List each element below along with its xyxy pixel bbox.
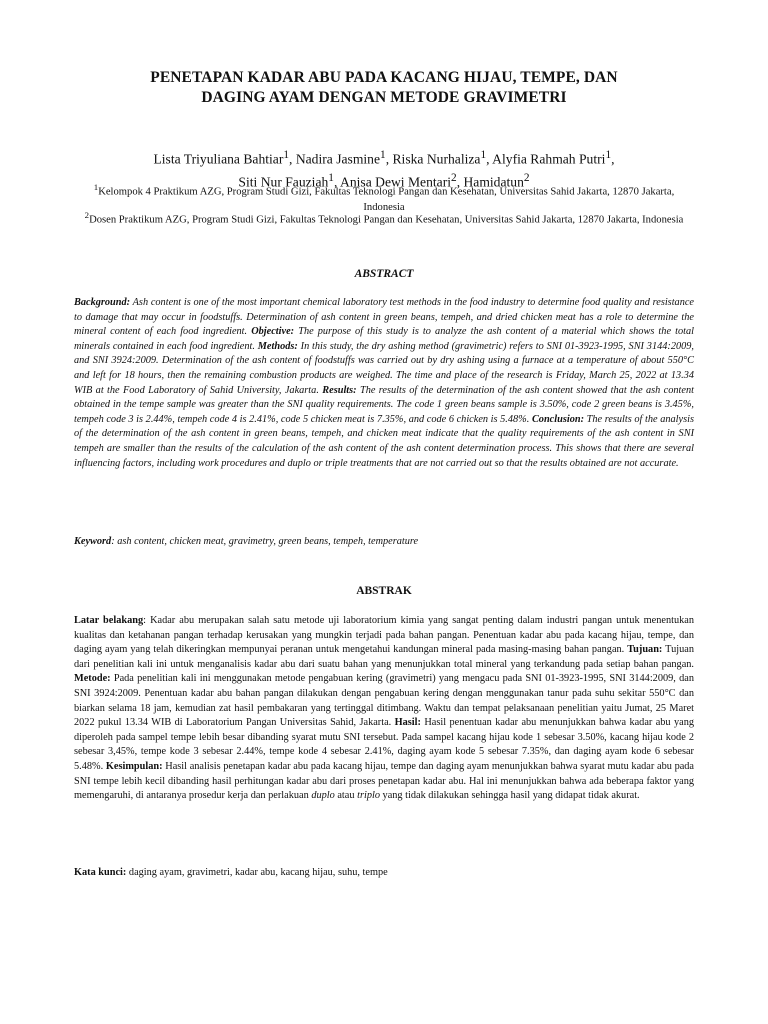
duplo-term: duplo — [311, 790, 335, 802]
atau-text: atau — [334, 790, 358, 802]
keyword-label: Keyword — [74, 536, 112, 547]
tujuan-text: Tujuan dari penelitian kali ini untuk menganalisis kadar abu dari suatu bahan yang menunjukkan total mineral yang terkandung pada setiap bahan pangan. — [74, 644, 694, 670]
keywords — [74, 535, 694, 550]
results-text: The results of the determination of the ash content showed that the ash content obtained in the tempe sample was greater than the SNI quality requirements. The code 1 green beans sample is 3.50%, code 2 green beans is 3.45%, tempeh code 3 is 2.44%, tempeh code 4 is 2.41%, code 5 chicken meat is 7.35%, and code 6 chicken is 5.48%. — [74, 384, 694, 425]
kesimpulan-label: Kesimpulan: — [105, 760, 163, 772]
objective-text: The purpose of this study is to analyze the ash content of a material which shows the total minerals contained in each food ingredient. — [74, 326, 694, 352]
affiliation-sup: 1 — [93, 182, 99, 192]
author-sup: 1 — [480, 149, 487, 161]
author-name: Hamidatun — [463, 174, 524, 190]
abstract-heading: ABSTRACT — [354, 268, 414, 280]
author-name: Lista Triyuliana Bahtiar — [153, 151, 284, 167]
paper-title — [90, 68, 678, 108]
methods-text: In this study, the dry ashing method (gravimetric) refers to SNI 01-3923-1995, SNI 3144:2009, and SNI 3924:2009. Determination of the ash content of foodstuffs was carried out by dry ashing using a furnace at a temperature of about 550°C and left for 18 hours, then the remaining combustion products are weighed. The time and place of the research is Friday, March 25, 2022 at 13.34 WIB at the Food Laboratory of Sahid University, Jakarta. — [74, 340, 694, 396]
kata-kunci-text: daging ayam, gravimetri, kadar abu, kacang hijau, suhu, tempe — [126, 867, 388, 878]
author-separator: , — [333, 174, 341, 190]
latar-belakang-text: : Kadar abu merupakan salah satu metode uji laboratorium kimia yang sangat penting dalam industri pangan untuk menentukan kualitas dan ketahanan pangan terhadap kerusakan yang mungkin terjadi pada bahan pangan. Penentuan kadar abu pada kacang hijau, tempe, dan daging ayam yang telah dikeringkan mempunyai peranan untuk mengetahui kandungan mineral pada masing-masing bahan pangan. — [74, 615, 694, 656]
kata-kunci — [74, 866, 694, 881]
background-text: Ash content is one of the most important chemical laboratory test methods in the food industry to determine food quality and resistance to damage that may occur in foodstuffs. Determination of ash content in green beans, tempeh, and dried chicken meat has a role to determine the mineral content of each food ingredient. — [74, 297, 694, 338]
author-name: Riska Nurhaliza — [392, 151, 481, 167]
abstrak-heading: ABSTRAK — [356, 585, 412, 597]
methods-label: Methods: — [257, 340, 298, 352]
kesimpulan-end: yang tidak dilakukan sehingga hasil yang didapat tidak akurat. — [379, 790, 640, 802]
affiliation-2 — [78, 208, 690, 228]
author-line-1 — [90, 146, 678, 169]
author-sup: 2 — [451, 171, 457, 184]
latar-belakang-label: Latar belakang — [74, 615, 144, 626]
tujuan-label: Tujuan: — [627, 644, 663, 656]
kata-kunci-label: Kata kunci: — [74, 867, 127, 878]
objective-label: Objective: — [251, 326, 295, 338]
author-sup: 1 — [380, 149, 386, 161]
metode-label: Metode: — [74, 673, 111, 685]
author-separator: , — [289, 151, 296, 167]
author-name: Siti Nur Fauziah — [238, 174, 329, 190]
affiliation-text: Dosen Praktikum AZG, Program Studi Gizi, Fakultas Teknologi Pangan dan Kesehatan, Universitas Sahid Jakarta, 12870 Jakarta, Indonesia — [89, 214, 684, 226]
author-name: Alyfia Rahmah Putri — [492, 151, 606, 167]
author-sup: 1 — [605, 149, 612, 161]
title-line-2: DAGING AYAM DENGAN METODE GRAVIMETRI — [201, 89, 567, 106]
affiliation-sup: 2 — [84, 210, 90, 220]
author-separator: , — [456, 174, 464, 190]
author-separator: , — [611, 151, 615, 167]
affiliation-text: Kelompok 4 Praktikum AZG, Program Studi Gizi, Fakultas Teknologi Pangan dan Kesehatan, Universitas Sahid Jakarta, 12870 Jakarta, Indonesia — [98, 186, 675, 213]
author-separator: , — [486, 151, 493, 167]
author-separator: , — [385, 151, 393, 167]
author-sup: 1 — [328, 171, 334, 184]
conclusion-text: The results of the analysis of the determination of the ash content in green beans, tempeh, and chicken meat indicate that the quality requirements of the ash content in SNI tempeh are smaller than the results of the calculation of the ash content of the ash content determination process. This shows that there are several influencing factors, including work procedures and duplo or triple treatments that are not carried out so that the results obtained are not accurate. — [74, 413, 694, 469]
abstract-body — [74, 296, 694, 471]
author-name: Anisa Dewi Mentari — [340, 174, 452, 190]
background-label: Background: — [74, 297, 131, 308]
results-label: Results: — [322, 384, 357, 396]
hasil-text: Hasil penentuan kadar abu menunjukkan bahwa kadar abu yang diperoleh pada sampel tempe lebih besar dibanding syarat mutu SNI tersebut. Pada sampel kacang hijau kode 1 sebesar 3.50%, kacang hijau kode 2 sebesar 3,45%, tempe kode 3 sebesar 2.44%, tempe kode 4 sebesar 2.41%, daging ayam kode 5 sebesar 7.35%, dan daging ayam kode 6 sebesar 5.48%. — [74, 717, 694, 772]
conclusion-label: Conclusion: — [531, 413, 585, 425]
hasil-label: Hasil: — [394, 717, 421, 729]
title-line-1: PENETAPAN KADAR ABU PADA KACANG HIJAU, TEMPE, DAN — [150, 69, 618, 86]
keyword-text: : ash content, chicken meat, gravimetry, green beans, tempeh, temperature — [111, 536, 419, 547]
triplo-term: triplo — [357, 790, 380, 802]
author-sup: 2 — [523, 171, 530, 184]
abstrak-body — [74, 614, 694, 804]
author-sup: 1 — [283, 149, 290, 161]
kesimpulan-text: Hasil analisis penetapan kadar abu pada kacang hijau, tempe dan daging ayam menunjukkan bahwa syarat mutu kadar abu pada SNI tempe lebih kecil dibanding hasil perhitungan kadar abu dari proses penetapan kadar abu. Hal ini menunjukkan bahwa ada beberapa faktor yang memengaruhi, di antaranya prosedur kerja dan perlakuan — [74, 760, 695, 802]
author-name: Nadira Jasmine — [295, 151, 381, 167]
metode-text: Pada penelitian kali ini menggunakan metode pengabuan kering (gravimetri) yang mengacu pada SNI 01-3923-1995, SNI 3144:2009, dan SNI 3924:2009. Penentuan kadar abu bahan pangan dilakukan dengan pengabuan kering dengan menggunakan tanur pada suhu sekitar 550°C dan biarkan selama 18 jam, kemudian zat hasil pembakaran yang tertinggal ditimbang. Waktu dan tempat pelaksanaan penelitian yaitu Jumat, 25 Maret 2022 pukul 13.34 WIB di Laboratorium Pangan Universitas Sahid, Jakarta. — [74, 673, 694, 729]
